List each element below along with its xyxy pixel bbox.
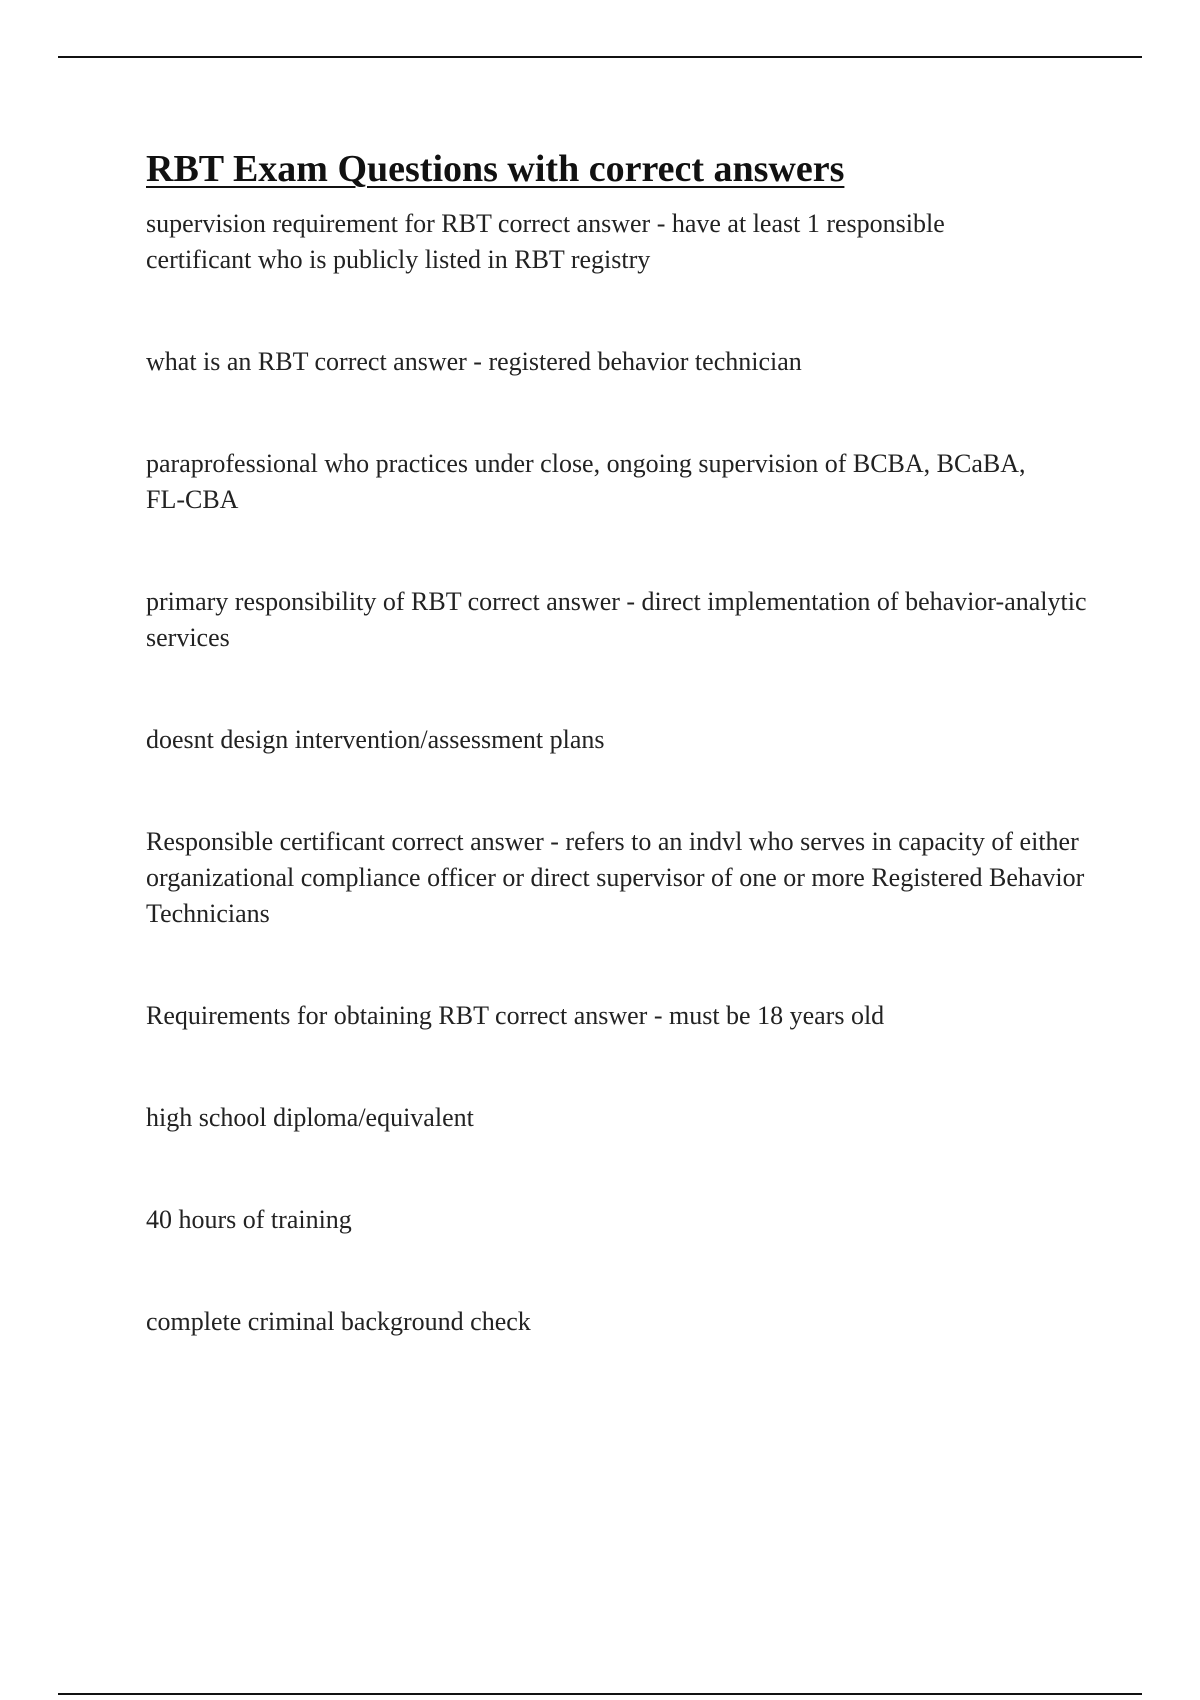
footer-rule xyxy=(58,1693,1142,1695)
entry-responsible-certificant: Responsible certificant correct answer - refers to an indvl who serves in capacity of either organizational compliance officer or direct supervisor of one or more Registered Behavior Technicians xyxy=(146,827,1085,928)
entry-doesnt-design: doesnt design intervention/assessment plans xyxy=(146,725,605,754)
entry-requirements: Requirements for obtaining RBT correct answer - must be 18 years old xyxy=(146,1001,885,1030)
entry-training-hours: 40 hours of training xyxy=(146,1205,352,1234)
header-rule xyxy=(58,56,1142,58)
entry-supervision-requirement: supervision requirement for RBT correct answer - have at least 1 responsible certificant who is publicly listed in RBT registry xyxy=(146,209,945,274)
entry-what-is-rbt: what is an RBT correct answer - registered behavior technician xyxy=(146,347,802,376)
entry-paraprofessional: paraprofessional who practices under close, ongoing supervision of BCBA, BCaBA, FL-CBA xyxy=(146,449,1026,514)
entry-primary-responsibility: primary responsibility of RBT correct answer - direct implementation of behavior-analytic services xyxy=(146,587,1087,652)
entry-background-check: complete criminal background check xyxy=(146,1307,531,1336)
entry-high-school: high school diploma/equivalent xyxy=(146,1103,474,1132)
document-body xyxy=(146,140,1096,1340)
document-title: RBT Exam Questions with correct answers xyxy=(146,148,845,190)
